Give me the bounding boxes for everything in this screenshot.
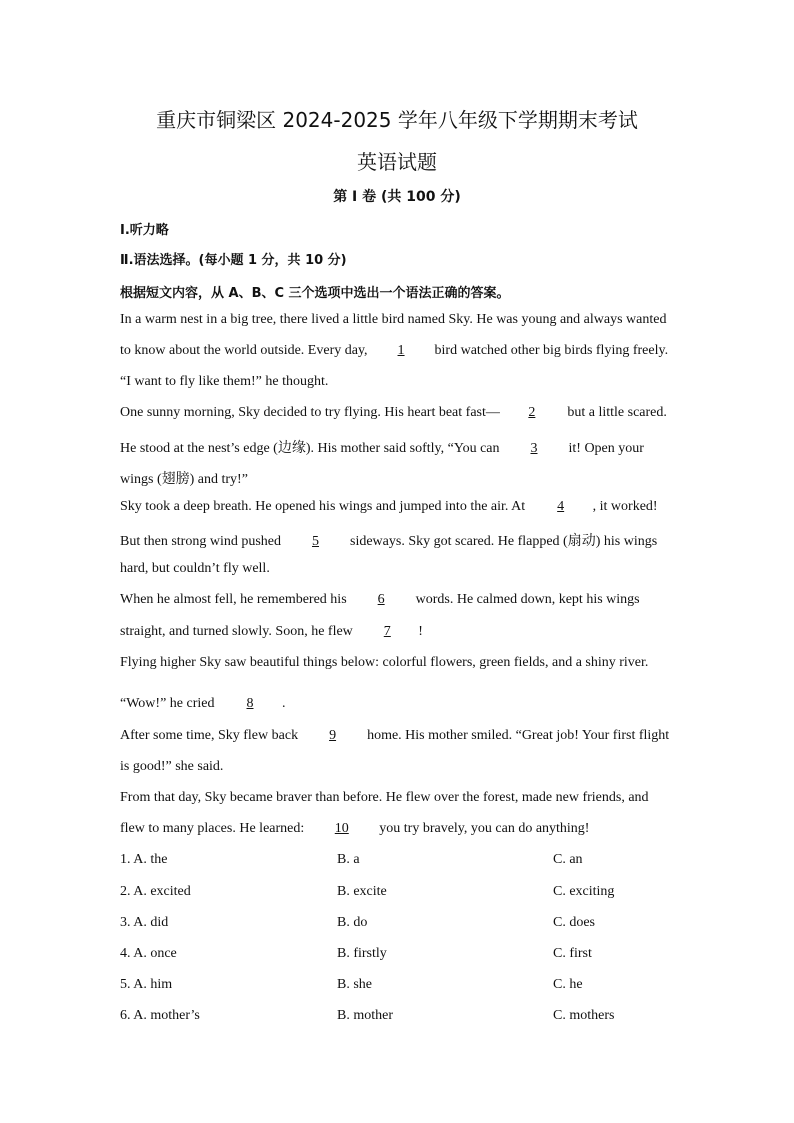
option-b: B. firstly bbox=[337, 946, 387, 961]
passage-line: One sunny morning, Sky decided to try flying. His heart beat fast— 2 but a little scared. bbox=[120, 405, 667, 420]
exam-subtitle: 英语试题 bbox=[357, 150, 437, 174]
blank-5: 5 bbox=[312, 534, 319, 549]
passage-line: In a warm nest in a big tree, there lived a little bird named Sky. He was young and always wanted bbox=[120, 312, 667, 327]
blank-2: 2 bbox=[528, 405, 536, 420]
blank-4: 4 bbox=[557, 499, 565, 514]
option-a: 2. A. excited bbox=[120, 884, 191, 899]
blank-1: 1 bbox=[397, 343, 405, 358]
option-c: C. mothers bbox=[553, 1008, 615, 1023]
option-a: 3. A. did bbox=[120, 915, 169, 930]
option-a: 4. A. once bbox=[120, 946, 177, 961]
passage-line: Sky took a deep breath. He opened his wings and jumped into the air. At 4 , it worked! bbox=[120, 499, 658, 514]
passage-line: When he almost fell, he remembered his 6 words. He calmed down, kept his wings bbox=[120, 592, 640, 607]
passage-line: “Wow!” he cried 8 . bbox=[120, 696, 286, 711]
volume-label: 第 I 卷 (共 100 分) bbox=[333, 189, 461, 205]
passage-line: After some time, Sky flew back 9 home. His mother smiled. “Great job! Your first flight bbox=[120, 728, 670, 743]
blank-6: 6 bbox=[377, 592, 385, 607]
option-c: C. exciting bbox=[553, 884, 615, 899]
passage-line: From that day, Sky became braver than before. He flew over the forest, made new friends, and bbox=[120, 790, 649, 805]
blank-3: 3 bbox=[530, 441, 538, 456]
passage-line: flew to many places. He learned: 10 you try bravely, you can do anything! bbox=[120, 821, 590, 836]
exam-title: 重庆市铜梁区 2024-2025 学年八年级下学期期末考试 bbox=[156, 108, 638, 132]
passage-line: But then strong wind pushed 5 sideways. Sky got scared. He flapped (扇动) his wings bbox=[120, 534, 658, 549]
passage-line: He stood at the nest’s edge (边缘). His mother said softly, “You can 3 it! Open your bbox=[120, 441, 644, 456]
option-a: 6. A. mother’s bbox=[120, 1008, 200, 1023]
passage-line: “I want to fly like them!” he thought. bbox=[120, 374, 329, 389]
instruction: 根据短文内容，从 A、B、C 三个选项中选出一个语法正确的答案。 bbox=[120, 286, 510, 301]
blank-8: 8 bbox=[246, 696, 254, 711]
passage-line: straight, and turned slowly. Soon, he flew 7 ! bbox=[120, 624, 423, 639]
option-b: B. she bbox=[337, 977, 372, 992]
section-grammar: Ⅱ.语法选择。(每小题 1 分，共 10 分) bbox=[120, 253, 347, 268]
blank-10: 10 bbox=[334, 821, 349, 836]
passage-line: hard, but couldn’t fly well. bbox=[120, 561, 270, 576]
option-c: C. he bbox=[553, 977, 583, 992]
section-listening: Ⅰ.听力略 bbox=[120, 223, 169, 238]
passage-line: wings (翅膀) and try!” bbox=[120, 472, 248, 487]
option-b: B. mother bbox=[337, 1008, 393, 1023]
option-c: C. first bbox=[553, 946, 592, 961]
passage-line: is good!” she said. bbox=[120, 759, 224, 774]
option-a: 1. A. the bbox=[120, 852, 168, 867]
blank-9: 9 bbox=[329, 728, 337, 743]
option-a: 5. A. him bbox=[120, 977, 173, 992]
passage-line: Flying higher Sky saw beautiful things below: colorful flowers, green fields, and a shiny river. bbox=[120, 655, 649, 670]
option-c: C. does bbox=[553, 915, 595, 930]
option-b: B. a bbox=[337, 852, 360, 867]
option-b: B. excite bbox=[337, 884, 387, 899]
blank-7: 7 bbox=[383, 624, 391, 639]
option-b: B. do bbox=[337, 915, 368, 930]
passage-line: to know about the world outside. Every day, 1 bird watched other big birds flying freely. bbox=[120, 343, 669, 358]
option-c: C. an bbox=[553, 852, 583, 867]
